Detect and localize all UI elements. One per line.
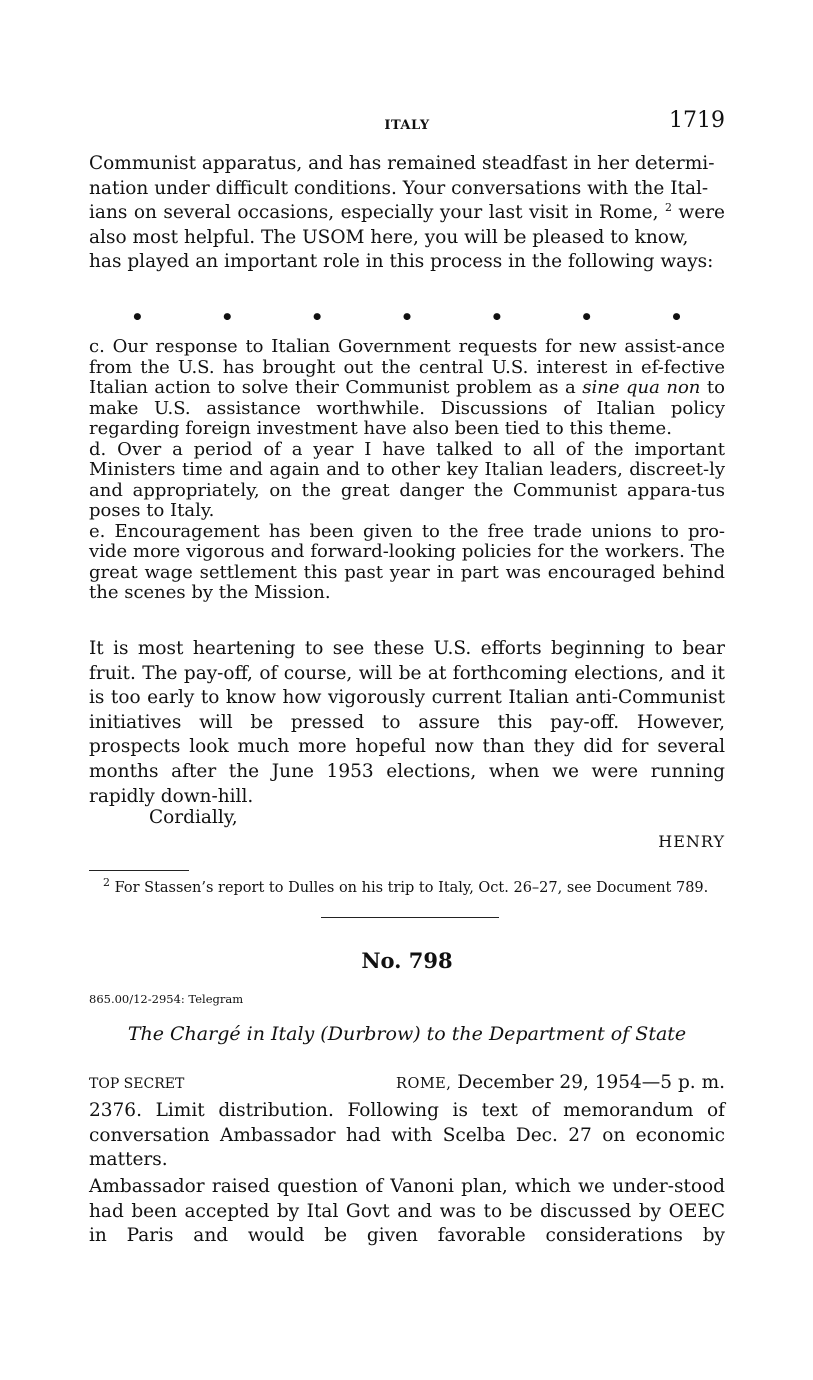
list-item-c-italic: sine qua non bbox=[582, 377, 701, 398]
list-item-d: d. Over a period of a year I have talked to all of the important Ministers time and again and to other key Italian leaders, discreet-ly and appropriately, on the great danger the Communist appara-tus poses to Italy. bbox=[89, 438, 725, 521]
document-number: No. 798 bbox=[361, 948, 453, 973]
telegram-paragraph-1: 2376. Limit distribution. Following is text of memorandum of conversation Ambassador had with Scelba Dec. 27 on economic matters. bbox=[89, 1100, 725, 1171]
ellipsis-dot: • bbox=[131, 305, 144, 329]
signature: HENRY bbox=[658, 832, 725, 851]
ellipsis-dot: • bbox=[220, 305, 234, 329]
intro-line-3-tail: were bbox=[678, 202, 725, 224]
running-head: ITALY bbox=[384, 118, 430, 133]
section-divider bbox=[321, 917, 499, 918]
footnote-marker: 2 bbox=[103, 876, 110, 890]
signoff: Cordially, bbox=[149, 807, 238, 828]
document-title: The Chargé in Italy (Durbrow) to the Department of State bbox=[127, 1023, 687, 1045]
intro-line-4: also most helpful. The USOM here, you will be pleased to know, bbox=[89, 226, 689, 248]
closing-paragraph-text: It is most heartening to see these U.S. efforts beginning to bear fruit. The pay-off, of course, will be at forthcoming elections, and it is too early to know how vigorously current Italian anti-Communist initiatives will be pressed to assure this pay-off. However, prospects look much more hopeful now than they did for several months after the June 1953 elections, when we were running rapidly down-hill. bbox=[89, 638, 725, 807]
telegram-body-2 bbox=[89, 1175, 725, 1249]
ellipsis-dot: • bbox=[670, 305, 683, 329]
telegram-paragraph-2: Ambassador raised question of Vanoni plan, which we under-stood had been accepted by Ital Govt and was to be discussed by OEEC in Paris and would be given favorable considerations by bbox=[89, 1176, 725, 1247]
dateline-date: December 29, 1954—5 p. m. bbox=[457, 1072, 725, 1093]
list-item-c-text: c. Our response to Italian Government requests for new assist-ance from the U.S. has brought out the central U.S. interest in ef-fective Italian action to solve their Communist problem as a bbox=[89, 336, 725, 398]
file-reference: 865.00/12-2954: Telegram bbox=[89, 992, 244, 1006]
footnote bbox=[103, 876, 709, 896]
footnote-text: For Stassen’s report to Dulles on his trip to Italy, Oct. 26–27, see Document 789. bbox=[114, 880, 709, 896]
intro-paragraph bbox=[89, 152, 725, 275]
intro-line-3-text: ians on several occasions, especially your last visit in Rome, bbox=[89, 202, 659, 224]
footnote-rule bbox=[89, 870, 189, 871]
intro-line-2: nation under difficult conditions. Your conversations with the Ital- bbox=[89, 177, 709, 199]
intro-line-1: Communist apparatus, and has remained steadfast in her determi- bbox=[89, 153, 715, 174]
page-number: 1719 bbox=[669, 108, 725, 133]
list-item-c bbox=[89, 337, 725, 440]
closing-paragraph bbox=[89, 637, 725, 809]
ellipsis-dot: • bbox=[580, 305, 594, 329]
telegram-body-1 bbox=[89, 1099, 725, 1173]
ellipsis-dot: • bbox=[310, 305, 324, 329]
footnote-reference: 2 bbox=[664, 201, 672, 215]
list-item-e: e. Encouragement has been given to the free trade unions to pro-vide more vigorous and forward-looking policies for the workers. The great wage settlement this past year in part was encouraged behind the scenes by the Mission. bbox=[89, 520, 725, 603]
ellipsis-dot: • bbox=[400, 305, 414, 329]
dateline bbox=[396, 1072, 725, 1093]
excerpt-list bbox=[89, 337, 725, 604]
list-item-c-text-end: to make U.S. assistance worthwhile. Discussions of Italian policy regarding foreign investment have also been tied to this theme. bbox=[89, 377, 725, 439]
ellipsis-dot: • bbox=[490, 305, 504, 329]
classification: TOP SECRET bbox=[89, 1076, 185, 1092]
dateline-place: ROME, bbox=[396, 1076, 452, 1092]
intro-line-3 bbox=[89, 201, 725, 226]
intro-line-5: has played an important role in this process in the following ways: bbox=[89, 251, 714, 273]
ellipsis-dots bbox=[89, 305, 725, 329]
page-header bbox=[89, 108, 725, 138]
classification-line bbox=[89, 1072, 725, 1096]
